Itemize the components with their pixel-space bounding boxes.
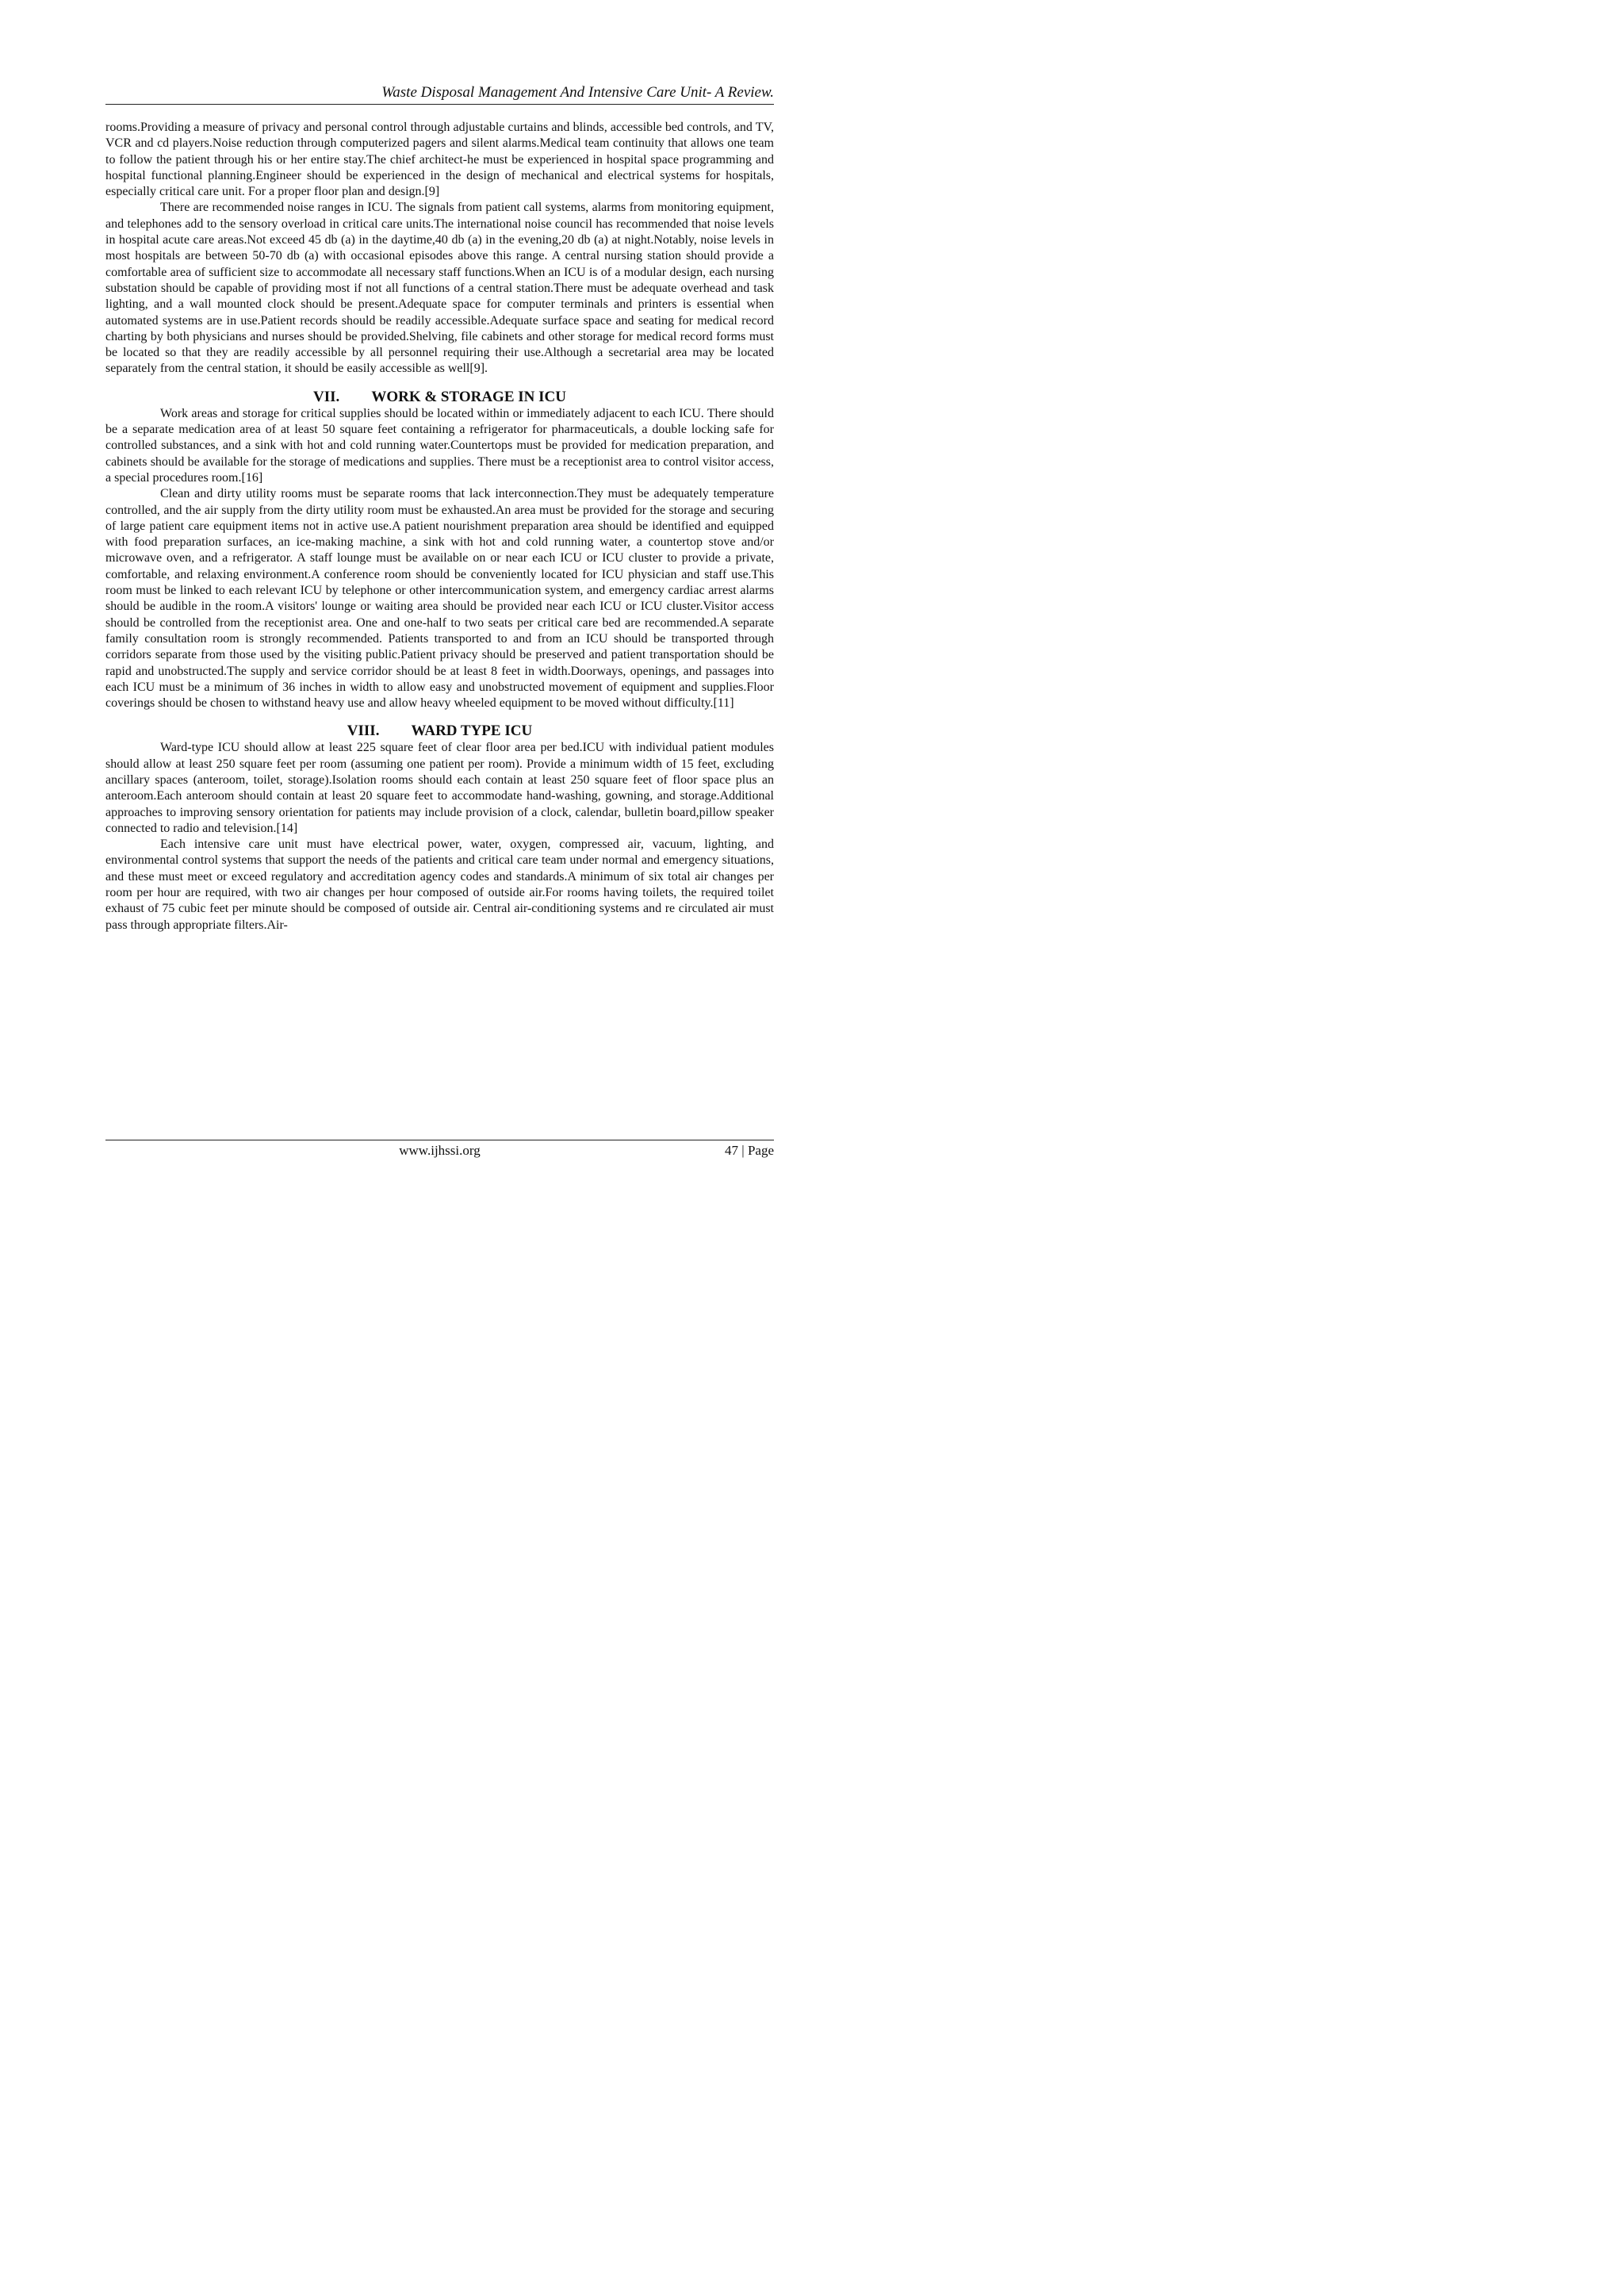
- section-heading-7: [105, 388, 774, 406]
- paragraph-4: Clean and dirty utility rooms must be separate rooms that lack interconnection.They must be adequately temperature controlled, and the air supply from the dirty utility room must be exhausted.An area must be provided for the storage and securing of large patient care equipment items not in active use.A patient nourishment preparation area should be identified and equipped with food preparation surfaces, an ice-making machine, a sink with hot and cold running water, a countertop stove and/or microwave oven, and a refrigerator. A staff lounge must be available on or near each ICU or ICU cluster to provide a private, comfortable, and relaxing environment.A conference room should be conveniently located for ICU physician and staff use.This room must be linked to each relevant ICU by telephone or other intercommunication system, and emergency cardiac arrest alarms should be audible in the room.A visitors' lounge or waiting area should be provided near each ICU or ICU cluster.Visitor access should be controlled from the receptionist area. One and one-half to two seats per critical care bed are recommended.A separate family consultation room is strongly recommended. Patients transported to and from an ICU should be transported through corridors separate from those used by the visiting public.Patient privacy should be preserved and patient transportation should be rapid and unobstructed.The supply and service corridor should be at least 8 feet in width.Doorways, openings, and passages into each ICU must be a minimum of 36 inches in width to allow easy and unobstructed movement of equipment and supplies.Floor coverings should be chosen to withstand heavy use and allow heavy wheeled equipment to be moved without difficulty.[11]: [105, 487, 774, 711]
- paragraph-6: Each intensive care unit must have electrical power, water, oxygen, compressed air, vacuum, lighting, and environmental control systems that support the needs of the patients and critical care team under normal and emergency situations, and these must meet or exceed regulatory and accreditation agency codes and standards.A minimum of six total air changes per room per hour are required, with two air changes per hour composed of outside air.For rooms having toilets, the required toilet exhaust of 75 cubic feet per minute should be composed of outside air. Central air-conditioning systems and re circulated air must pass through appropriate filters.Air-: [105, 838, 774, 932]
- article-body: [105, 120, 774, 933]
- journal-page: [0, 0, 875, 1238]
- section-title: WORK & STORAGE IN ICU: [371, 388, 566, 405]
- paragraph-3: Work areas and storage for critical supplies should be located within or immediately adjacent to each ICU. There should be a separate medication area of at least 50 square feet containing a refrigerator for pharmaceuticals, a double locking safe for controlled substances, and a sink with hot and cold running water.Countertops must be provided for medication preparation, and cabinets should be available for the storage of medications and supplies. There must be a receptionist area to control visitor access, a special procedures room.[16]: [105, 406, 774, 485]
- section-heading-8: [105, 722, 774, 740]
- paragraph-1: rooms.Providing a measure of privacy and personal control through adjustable curtains and blinds, accessible bed controls, and TV, VCR and cd players.Noise reduction through computerized pagers and silent alarms.Medical team continuity that allows one team to follow the patient through his or her entire stay.The chief architect-he must be experienced in hospital space programming and hospital functional planning.Engineer should be experienced in the design of mechanical and electrical systems for hospitals, especially critical care unit. For a proper floor plan and design.[9]: [105, 121, 774, 199]
- header-rule: [105, 104, 774, 105]
- paragraph-5: Ward-type ICU should allow at least 225 square feet of clear floor area per bed.ICU with individual patient modules should allow at least 250 square feet per room (assuming one patient per room). Provide a minimum width of 15 feet, excluding ancillary spaces (anteroom, toilet, storage).Isolation rooms should each contain at least 250 square feet of floor space plus an anteroom.Each anteroom should contain at least 20 square feet to accommodate hand-washing, gowning, and storage.Additional approaches to improving sensory orientation for patients may include provision of a clock, calendar, bulletin board,pillow speaker connected to radio and television.[14]: [105, 741, 774, 835]
- paragraph-2: There are recommended noise ranges in ICU. The signals from patient call systems, alarms from monitoring equipment, and telephones add to the sensory overload in critical care units.The international noise council has recommended that noise levels in hospital acute care areas.Not exceed 45 db (a) in the daytime,40 db (a) in the evening,20 db (a) at night.Notably, noise levels in most hospitals are between 50-70 db (a) with occasional episodes above this range. A central nursing station should provide a comfortable area of sufficient size to accommodate all necessary staff functions.When an ICU is of a modular design, each nursing substation should be capable of providing most if not all functions of a central station.There must be adequate overhead and task lighting, and a wall mounted clock should be present.Adequate space for computer terminals and printers is essential when automated systems are in use.Patient records should be readily accessible.Adequate surface space and seating for medical record charting by both physicians and nurses should be provided.Shelving, file cabinets and other storage for medical record forms must be located so that they are readily accessible by all personnel requiring their use.Although a secretarial area may be located separately from the central station, it should be easily accessible as well[9].: [105, 201, 774, 376]
- section-number: VII.: [313, 388, 340, 405]
- section-number: VIII.: [347, 723, 380, 740]
- footer-url[interactable]: www.ijhssi.org: [399, 1143, 481, 1158]
- page-number: 47 | Page: [725, 1143, 774, 1158]
- section-title: WARD TYPE ICU: [411, 723, 533, 740]
- running-header: Waste Disposal Management And Intensive Care Unit- A Review.: [381, 84, 774, 101]
